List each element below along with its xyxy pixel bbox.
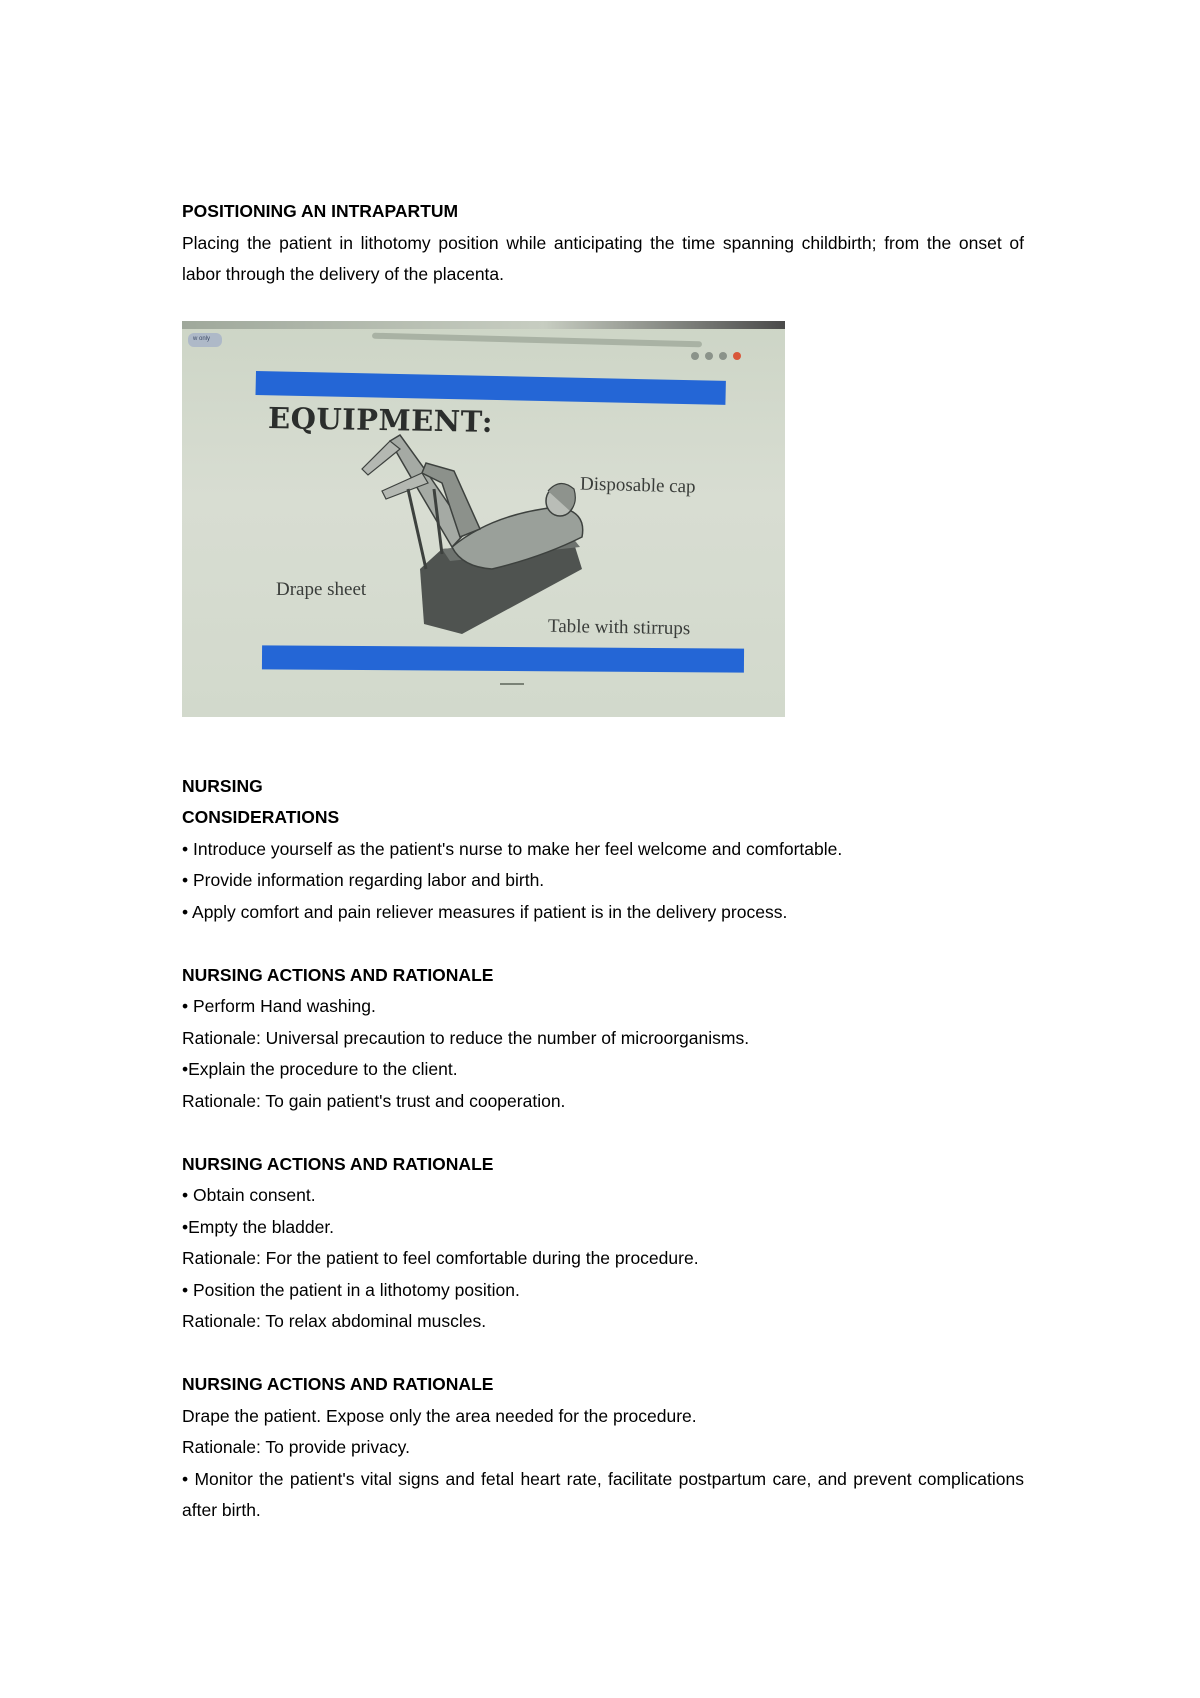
section-heading: NURSING ACTIONS AND RATIONALE <box>182 964 494 985</box>
equipment-slide-photo <box>182 321 785 717</box>
list-item: • Position the patient in a lithotomy position. <box>182 1279 520 1300</box>
considerations-heading-line2: CONSIDERATIONS <box>182 807 340 827</box>
foot-left <box>362 441 400 475</box>
list-item: • Perform Hand washing. <box>182 996 376 1016</box>
label-disposable-cap: Disposable cap <box>579 472 696 498</box>
list-item: •Explain the procedure to the client. <box>182 1059 458 1079</box>
browser-tab <box>188 333 222 347</box>
monitor-edge <box>182 321 785 329</box>
slide-bottom-band <box>262 645 744 672</box>
rationale-line: Rationale: To provide privacy. <box>182 1437 410 1457</box>
list-item: • Obtain consent. <box>182 1185 316 1205</box>
slide-heading: EQUIPMENT: <box>267 400 494 439</box>
rationale-line: Rationale: Universal precaution to reduce the number of microorganisms. <box>182 1027 750 1048</box>
spacer <box>182 1338 1024 1370</box>
toolbar-icon <box>691 352 699 360</box>
actions-section-3 <box>182 1369 1024 1527</box>
list-item: • Apply comfort and pain reliever measures if patient is in the delivery process. <box>182 901 788 922</box>
document-title: POSITIONING AN INTRAPARTUM <box>182 201 459 221</box>
action-line: Drape the patient. Expose only the area needed for the procedure. <box>182 1405 697 1426</box>
browser-logo-icon <box>733 352 741 360</box>
list-item: •Empty the bladder. <box>182 1216 335 1237</box>
label-table-with-stirrups: Table with stirrups <box>547 615 691 639</box>
rationale-line: Rationale: To gain patient's trust and cooperation. <box>182 1090 566 1111</box>
nursing-considerations <box>182 771 1024 929</box>
considerations-heading-line1: NURSING <box>182 775 263 796</box>
spacer <box>182 1117 1024 1149</box>
rationale-line: Rationale: To relax abdominal muscles. <box>182 1311 487 1331</box>
browser-window-controls <box>685 347 775 357</box>
spacer <box>182 928 1024 960</box>
slide-top-band <box>255 371 725 405</box>
list-item: • Monitor the patient's vital signs and fetal heart rate, facilitate postpartum care, and prevent complications after birth. <box>182 1468 1024 1520</box>
slide-scroll-indicator <box>500 683 524 685</box>
actions-section-2 <box>182 1149 1024 1338</box>
label-drape-sheet: Drape sheet <box>276 578 367 600</box>
intro-paragraph: Placing the patient in lithotomy position while anticipating the time spanning childbirth; from the onset of labor through the delivery of the placenta. <box>182 232 1024 284</box>
actions-section-1 <box>182 960 1024 1118</box>
toolbar-icon <box>719 352 727 360</box>
stirrup-post <box>408 489 426 569</box>
list-item: • Introduce yourself as the patient's nurse to make her feel welcome and comfortable. <box>182 838 843 859</box>
toolbar-icon <box>705 352 713 360</box>
lithotomy-position-illustration <box>342 419 602 649</box>
section-heading: NURSING ACTIONS AND RATIONALE <box>182 1153 494 1174</box>
rationale-line: Rationale: For the patient to feel comfortable during the procedure. <box>182 1248 699 1268</box>
browser-url-bar <box>372 332 702 347</box>
section-heading: NURSING ACTIONS AND RATIONALE <box>182 1374 494 1394</box>
browser-tab-text: w only <box>193 335 211 342</box>
list-item: • Provide information regarding labor and birth. <box>182 870 545 890</box>
